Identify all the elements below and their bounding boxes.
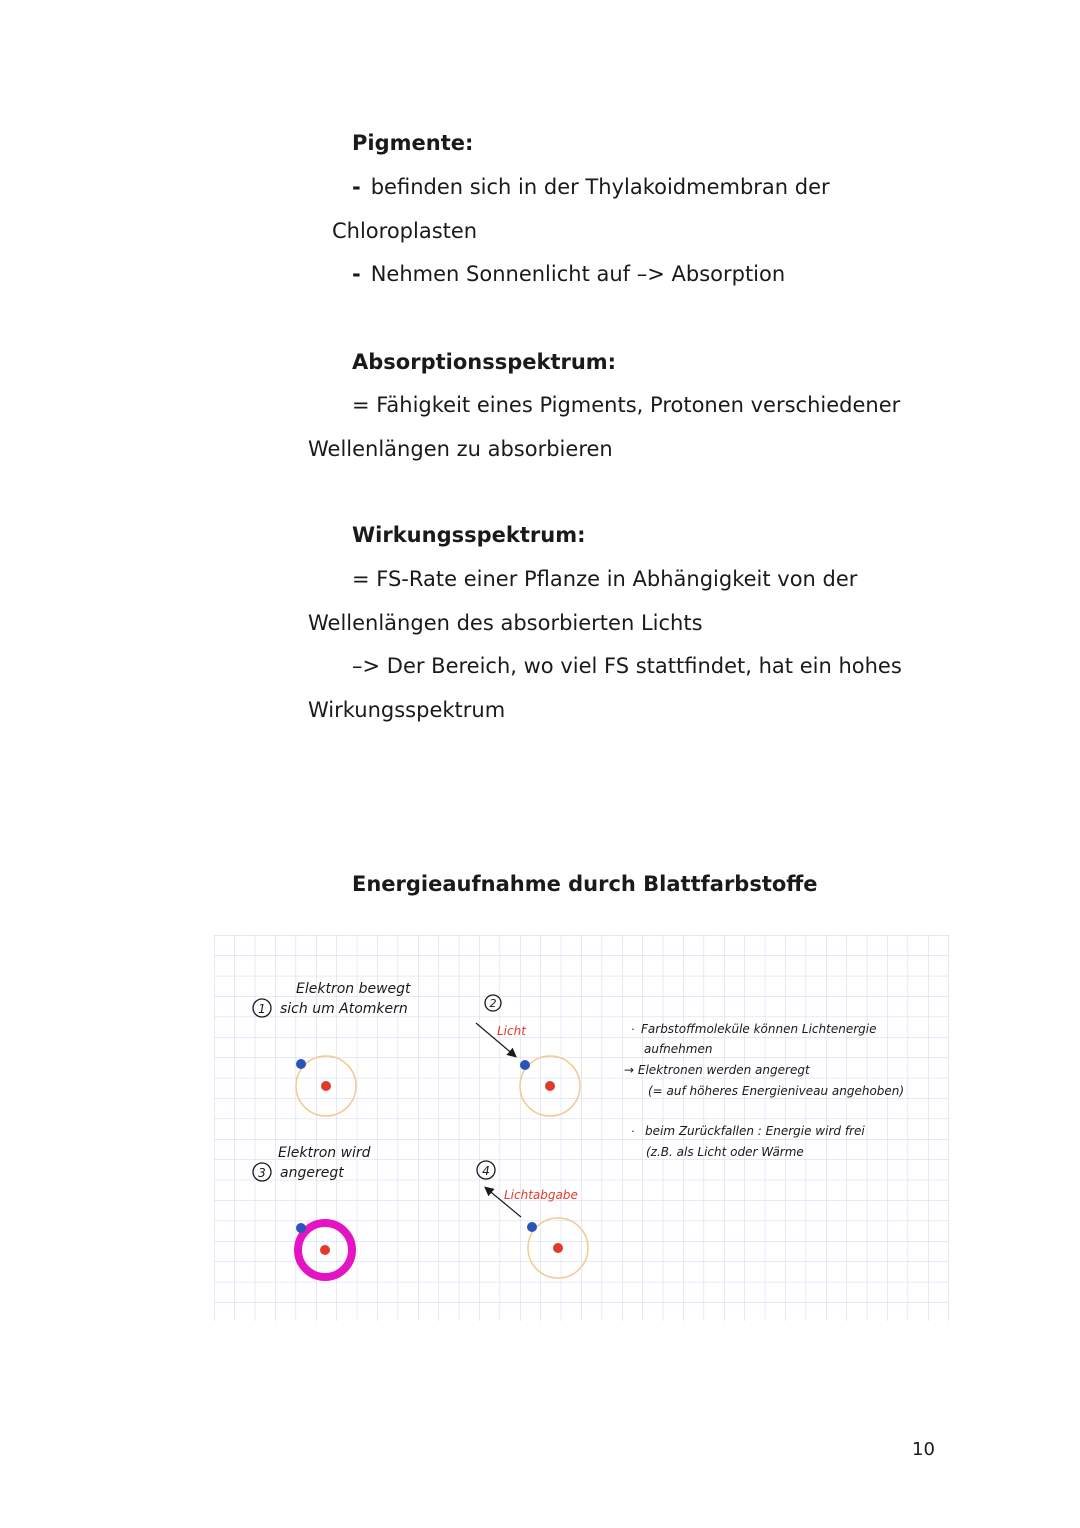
pigmente-line-1-cont: Chloroplasten bbox=[332, 219, 478, 243]
absorption-line-1: = Fähigkeit eines Pigments, Protonen verschiedener bbox=[352, 393, 901, 417]
wirkung-heading: Wirkungsspektrum: bbox=[352, 523, 586, 547]
step-4-nucleus bbox=[553, 1243, 563, 1253]
pigmente-line-2 bbox=[352, 262, 785, 286]
step-1-number: 1 bbox=[258, 1002, 266, 1016]
step-3-nucleus bbox=[320, 1245, 330, 1255]
absorption-heading: Absorptionsspektrum: bbox=[352, 350, 617, 374]
note-1-line-2: aufnehmen bbox=[644, 1042, 713, 1056]
step-3-caption-line-2: angeregt bbox=[280, 1165, 344, 1181]
wirkung-line-2: –> Der Bereich, wo viel FS stattfindet, hat ein hohes bbox=[352, 654, 902, 678]
energy-diagram-svg bbox=[214, 935, 949, 1321]
energie-heading: Energieaufnahme durch Blattfarbstoffe bbox=[352, 872, 818, 896]
absorption-line-1-cont: Wellenlängen zu absorbieren bbox=[308, 437, 613, 461]
light-label: Licht bbox=[497, 1024, 526, 1038]
wirkung-line-1-cont: Wellenlängen des absorbierten Lichts bbox=[308, 611, 703, 635]
step-2-nucleus bbox=[545, 1081, 555, 1091]
pigmente-line-1-text: befinden sich in der Thylakoidmembran der bbox=[370, 175, 830, 199]
step-4-electron bbox=[527, 1222, 537, 1232]
step-2-electron bbox=[520, 1060, 530, 1070]
wirkung-line-2-cont: Wirkungsspektrum bbox=[308, 698, 506, 722]
dash-bullet: - bbox=[352, 175, 361, 199]
step-2-number: 2 bbox=[489, 997, 497, 1010]
wirkung-line-1: = FS-Rate einer Pflanze in Abhängigkeit von der bbox=[352, 567, 858, 591]
light-emission-label: Lichtabgabe bbox=[504, 1188, 578, 1202]
dash-bullet: - bbox=[352, 262, 361, 286]
pigmente-line-2-text: Nehmen Sonnenlicht auf –> Absorption bbox=[370, 262, 786, 286]
step-1-caption-line-2: sich um Atomkern bbox=[280, 1001, 408, 1017]
step-3-number: 3 bbox=[258, 1166, 266, 1180]
note-2-line-1: beim Zurückfallen : Energie wird frei bbox=[645, 1124, 865, 1138]
pigmente-line-1 bbox=[352, 175, 830, 199]
note-bullet-2: · bbox=[631, 1125, 635, 1138]
note-bullet-1: · bbox=[631, 1023, 635, 1036]
step-1-caption-line-1: Elektron bewegt bbox=[296, 981, 411, 997]
step-3-caption-line-1: Elektron wird bbox=[278, 1145, 371, 1161]
step-4-number: 4 bbox=[482, 1164, 490, 1178]
note-1-line-3: → Elektronen werden angeregt bbox=[624, 1063, 810, 1077]
pigmente-heading: Pigmente: bbox=[352, 131, 474, 155]
step-1-electron bbox=[296, 1059, 306, 1069]
note-2-line-2: (z.B. als Licht oder Wärme bbox=[646, 1145, 804, 1159]
page-number: 10 bbox=[912, 1439, 935, 1460]
step-3-electron bbox=[296, 1223, 306, 1233]
energy-diagram bbox=[214, 935, 949, 1321]
note-1-line-4: (= auf höheres Energieniveau angehoben) bbox=[648, 1084, 905, 1098]
note-1-line-1: Farbstoffmoleküle können Lichtenergie bbox=[641, 1022, 877, 1036]
step-1-nucleus bbox=[321, 1081, 331, 1091]
